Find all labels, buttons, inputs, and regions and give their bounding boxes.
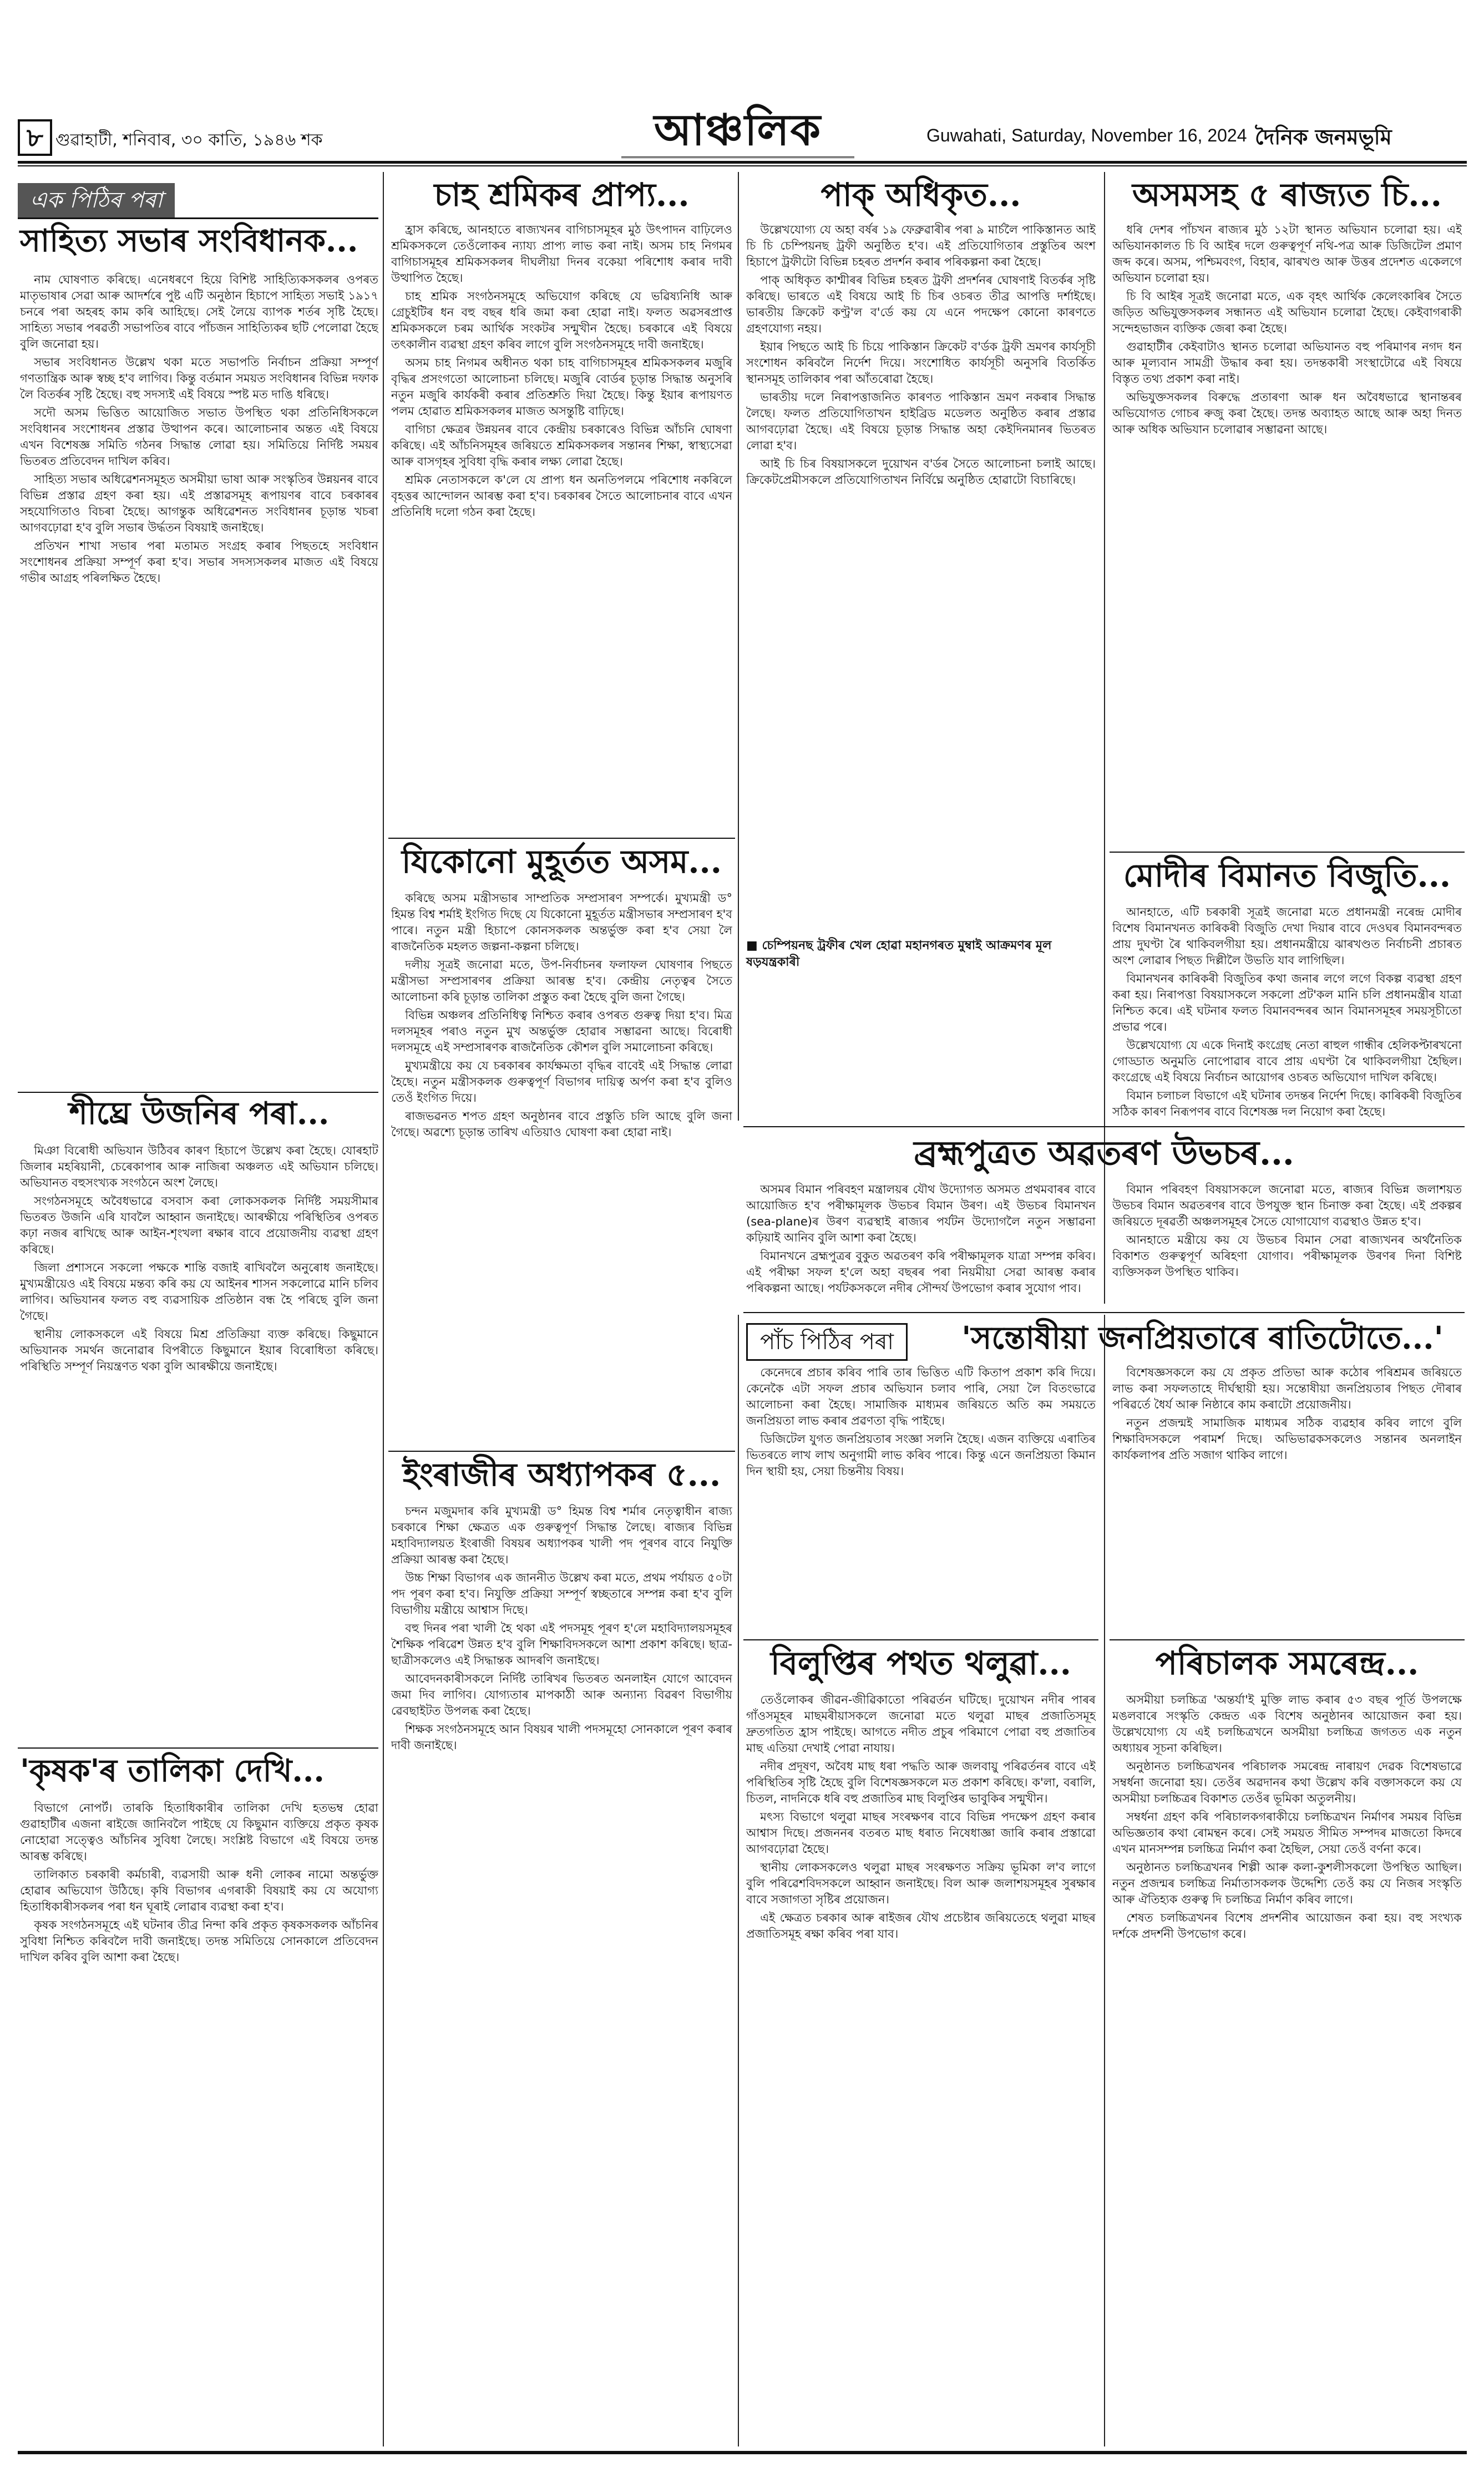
article-tea-workers: হ্ৰাস কৰিছে, আনহাতে ৰাজ্যখনৰ বাগিচাসমূহৰ মুঠ উৎপাদন বাঢ়িলেও শ্ৰমিকসকলে তেওঁলোকৰ ন্যায্য প্ৰাপ্য লাভ কৰা নাই। অসম চাহ নিগমৰ বাগিচাসমূহৰ শ্ৰমিকসকলৰ দীঘলীয়া দিনৰ বকেয়া পৰিশোধ কৰাৰ দাবী উত্থাপিত হৈছে। চাহ শ্ৰমিক সংগঠনসমূহে অভিযোগ কৰিছে যে ভৱিষ্যনিধি আৰু গ্ৰেচুইটিৰ ধন বহু বছৰ ধৰি জমা কৰা হোৱা নাই। ফলত অৱসৰপ্ৰাপ্ত শ্ৰমিকসকলে চৰম আৰ্থিক সংকটৰ সন্মুখীন হৈছে। চৰকাৰে এই বিষয়ে তৎকালীন ব্যৱস্থা গ্ৰহণ কৰিব লাগে বুলি সংগঠনসমূহে দাবী জনাইছে। অসম চাহ নিগমৰ অধীনত থকা চাহ বাগিচাসমূহৰ শ্ৰমিকসকলৰ মজুৰি বৃদ্ধিৰ প্ৰসংগতো আলোচনা চলিছে। মজুৰি বোৰ্ডৰ চূড়ান্ত সিদ্ধান্ত অনুসৰি নতুন মজুৰি কাৰ্যকৰী কৰাৰ প্ৰতিশ্ৰুতি দিয়া হৈছে। কিন্তু ইয়াৰ ৰূপায়ণত পলম হোৱাত শ্ৰমিকসকলৰ মাজত অসন্তুষ্টি বাঢ়িছে। বাগিচা ক্ষেত্ৰৰ উন্নয়নৰ বাবে কেন্দ্ৰীয় চৰকাৰেও বিভিন্ন আঁচনি ঘোষণা কৰিছে। এই আঁচনিসমূহৰ জৰিয়তে শ্ৰমিকসকলৰ সন্তানৰ শিক্ষা, স্বাস্থ্যসেৱা আৰু বাসগৃহৰ সুবিধা বৃদ্ধি কৰাৰ লক্ষ্য লোৱা হৈছে। শ্ৰমিক নেতাসকলে ক'লে যে প্ৰাপ্য ধন অনতিপলমে পৰিশোধ নকৰিলে বৃহত্তৰ আন্দোলন আৰম্ভ কৰা হ'ব। চৰকাৰৰ সৈতে আলোচনাৰ বাবে এখন প্ৰতিনিধি দলো গঠন কৰা হৈছে। — [391, 223, 732, 519]
article-ujoni: মিঞা বিৰোধী অভিযান উঠিবৰ কাৰণ হিচাপে উল্লেখ কৰা হৈছে। যোৰহাট জিলাৰ মহৰিয়ানী, চেৰেকাপাৰ আৰু নাজিৰা অঞ্চলত এই অভিযান চলিছে। অভিযানত বহুসংখ্যক সংগঠনে অংশ লৈছে। সংগঠনসমূহে অবৈধভাৱে বসবাস কৰা লোকসকলক নিৰ্দিষ্ট সময়সীমাৰ ভিতৰত উজনি এৰি যাবলৈ আহ্বান জনাইছে। আৰক্ষীয়ে পৰিস্থিতিৰ ওপৰত কঢ়া নজৰ ৰাখিছে আৰু আইন-শৃংখলা ৰক্ষাৰ বাবে প্ৰয়োজনীয় ব্যৱস্থা গ্ৰহণ কৰিছে। জিলা প্ৰশাসনে সকলো পক্ষকে শান্তি বজাই ৰাখিবলৈ অনুৰোধ জনাইছে। মুখ্যমন্ত্ৰীয়েও এই বিষয়ে মন্তব্য কৰি কয় যে আইনৰ শাসন সকলোৱে মানি চলিব লাগিব। অভিযানৰ ফলত বহু ব্যৱসায়িক প্ৰতিষ্ঠান বন্ধ হৈ পৰিছে বুলি জনা গৈছে। স্থানীয় লোকসকলে এই বিষয়ে মিশ্ৰ প্ৰতিক্ৰিয়া ব্যক্ত কৰিছে। কিছুমানে অভিযানক সমৰ্থন জনোৱাৰ বিপৰীতে কিছুমানে ইয়াৰ বিৰোধিতা কৰিছে। পৰিস্থিতি সম্পূৰ্ণ নিয়ন্ত্ৰণত থকা বুলি আৰক্ষীয়ে জনাইছে। — [20, 1144, 378, 1373]
article-divider — [388, 838, 735, 839]
article-divider — [743, 1126, 1465, 1127]
article-brahmaputra-col1: অসমৰ বিমান পৰিবহণ মন্ত্ৰালয়ৰ যৌথ উদ্যোগত অসমত প্ৰথমবাৰৰ বাবে আয়োজিত হ'ব পৰীক্ষামূলক উভচৰ বিমান উৰণ। এই উভচৰ বিমানখন (sea-plane)ৰ উৰণ ব্যৱস্থাই ৰাজ্যৰ পৰ্যটন উদ্যোগলৈ নতুন সম্ভাৱনা কঢ়িয়াই আনিব বুলি আশা কৰা হৈছে। বিমানখনে ব্ৰহ্মপুত্ৰৰ বুকুত অৱতৰণ কৰি পৰীক্ষামূলক যাত্ৰা সম্পন্ন কৰিব। এই পৰীক্ষা সফল হ'লে অহা বছৰৰ পৰা নিয়মীয়া সেৱা আৰম্ভ কৰাৰ পৰিকল্পনা আছে। পৰ্যটকসকলে নদীৰ সৌন্দৰ্য উপভোগ কৰাৰ সুযোগ পাব। — [746, 1183, 1096, 1295]
article-sahitya-sabha: নাম ঘোষণাত কৰিছে। এনেধৰণে হিয়ে বিশিষ্ট সাহিত্যিকসকলৰ ওপৰত মাতৃভাষাৰ সেৱা আৰু আদৰ্শৰে পুষ্ট এটি অনুষ্ঠান হিচাপে সাহিত্য সভাই ১৯১৭ চনৰে পৰা অহৰহ কাম কৰি আহিছে। সেই লৈয়ে ব্যাপক শৰ্তৰ সৃষ্টি হৈছে। সাহিত্য সভাৰ পৰৱৰ্তী সভাপতিৰ বাবে পাঁচজন সাহিত্যিকৰ ছটি পেলোৱা হৈছে বুলি জনোৱা হয়। সভাৰ সংবিধানত উল্লেখ থকা মতে সভাপতি নিৰ্বাচন প্ৰক্ৰিয়া সম্পূৰ্ণ গণতান্ত্ৰিক আৰু স্বচ্ছ হ'ব লাগিব। কিন্তু বৰ্তমান সময়ত সংবিধানৰ বিভিন্ন দফাক লৈ বিতৰ্কৰ সৃষ্টি হৈছে। বহু সদস্যই এই বিষয়ে স্পষ্ট মত দাঙি ধৰিছে। সদৌ অসম ভিত্তিত আয়োজিত সভাত উপস্থিত থকা প্ৰতিনিধিসকলে সংবিধানৰ সংশোধনৰ প্ৰস্তাৱ উত্থাপন কৰে। আলোচনাৰ অন্তত এই বিষয়ে এখন বিশেষজ্ঞ সমিতি গঠনৰ সিদ্ধান্ত লোৱা হয়। সমিতিয়ে নিৰ্দিষ্ট সময়ৰ ভিতৰত প্ৰতিবেদন দাখিল কৰিব। সাহিত্য সভাৰ অধিৱেশনসমূহত অসমীয়া ভাষা আৰু সংস্কৃতিৰ উন্নয়নৰ বাবে বিভিন্ন প্ৰস্তাৱ গ্ৰহণ কৰা হয়। এই প্ৰস্তাৱসমূহ ৰূপায়ণৰ বাবে চৰকাৰৰ সহযোগিতাও বিচৰা হৈছে। আগন্তুক অধিৱেশনত সংবিধানৰ চূড়ান্ত খচৰা আগবঢ়োৱা হ'ব বুলি সভাৰ উৰ্দ্ধতন বিষয়াই জনাইছে। প্ৰতিখন শাখা সভাৰ পৰা মতামত সংগ্ৰহ কৰাৰ পিছতহে সংবিধান সংশোধনৰ প্ৰক্ৰিয়া সম্পূৰ্ণ কৰা হ'ব। সভাৰ সদস্যসকলৰ মাজত এই বিষয়ে গভীৰ আগ্ৰহ পৰিলক্ষিত হৈছে। — [20, 273, 378, 585]
headline-brahmaputra: ব্ৰহ্মপুত্ৰত অৱতৰণ উভচৰ... — [914, 1134, 1294, 1173]
article-popularity-col1: কেনেদৰে প্ৰচাৰ কৰিব পাৰি তাৰ ভিত্তিত এটি কিতাপ প্ৰকাশ কৰি দিয়ে। কেনেকৈ এটা সফল প্ৰচাৰ অভিযান চলাব পাৰি, সেয়া লৈ বিতংভাৱে আলোচনা কৰা হৈছে। সামাজিক মাধ্যমৰ জৰিয়তে অতি কম সময়তে জনপ্ৰিয়তা লাভ কৰাৰ প্ৰৱণতা বৃদ্ধি পাইছে। ডিজিটেল যুগত জনপ্ৰিয়তাৰ সংজ্ঞা সলনি হৈছে। এজন ব্যক্তিয়ে এৰাতিৰ ভিতৰতে লাখ লাখ অনুগামী লাভ কৰিব পাৰে। কিন্তু এনে জনপ্ৰিয়তা কিমান দিন স্থায়ী হয়, সেয়া চিন্তনীয় বিষয়। — [746, 1366, 1096, 1478]
article-divider — [388, 1451, 735, 1452]
headline-popularity: 'সন্তোষীয়া জনপ্ৰিয়তাৰে ৰাতিটোতে...' — [961, 1320, 1444, 1356]
headline-modi-plane: মোদীৰ বিমানত বিজুতি... — [1123, 857, 1451, 894]
page-number: ৮ — [18, 119, 52, 156]
article-divider — [18, 1092, 378, 1093]
article-krishak: বিভাগে নোপৰ্ট। তাৰকি হিতাধিকাৰীৰ তালিকা দেখি হতভম্ব হোৱা গুৱাহাটীৰ এজনা ৰাইজে জানিবলৈ পাইছে যে কিছুমান ব্যক্তিয়ে প্ৰকৃত কৃষক নোহোৱা সত্ত্বেও আঁচনিৰ সুবিধা লৈছে। সংশ্লিষ্ট বিভাগে এই বিষয়ে তদন্ত আৰম্ভ কৰিছে। তালিকাত চৰকাৰী কৰ্মচাৰী, ব্যৱসায়ী আৰু ধনী লোকৰ নামো অন্তৰ্ভুক্ত হোৱাৰ অভিযোগ উঠিছে। কৃষি বিভাগৰ এগৰাকী বিষয়াই কয় যে অযোগ্য হিতাধিকাৰীসকলৰ পৰা ধন ঘূৰাই লোৱাৰ ব্যৱস্থা কৰা হ'ব। কৃষক সংগঠনসমূহে এই ঘটনাৰ তীব্ৰ নিন্দা কৰি প্ৰকৃত কৃষকসকলক আঁচনিৰ সুবিধা নিশ্চিত কৰিবলৈ দাবী জনাইছে। তদন্ত সমিতিয়ে সোনকালে প্ৰতিবেদন দাখিল কৰিব বুলি আশা কৰা হৈছে। — [20, 1801, 378, 1964]
masthead: আঞ্চলিক — [654, 105, 822, 155]
headline-english-professor: ইংৰাজীৰ অধ্যাপকৰ ৫... — [402, 1456, 721, 1493]
article-pok: উল্লেখযোগ্য যে অহা বৰ্ষৰ ১৯ ফেব্ৰুৱাৰীৰ পৰা ৯ মাৰ্চলৈ পাকিস্তানত আই চি চি চেম্পিয়নছ ট্ৰফী অনুষ্ঠিত হ'ব। এই প্ৰতিযোগিতাৰ প্ৰস্তুতিৰ অংশ হিচাপে ট্ৰফীটো বিভিন্ন চহৰত প্ৰদৰ্শন কৰাৰ পৰিকল্পনা কৰা হৈছে। পাক্ অধিকৃত কাশ্মীৰৰ বিভিন্ন চহৰত ট্ৰফী প্ৰদৰ্শনৰ ঘোষণাই বিতৰ্কৰ সৃষ্টি কৰিছে। ভাৰতে এই বিষয়ে আই চি চিৰ ওচৰত তীব্ৰ আপত্তি দৰ্শাইছে। ভাৰতীয় ক্ৰিকেট কণ্ট্ৰ'ল ব'ৰ্ডে কয় যে এনে পদক্ষেপ কোনো কাৰণতে গ্ৰহণযোগ্য নহয়। ইয়াৰ পিছতে আই চি চিয়ে পাকিস্তান ক্ৰিকেট ব'ৰ্ডক ট্ৰফী ভ্ৰমণৰ কাৰ্যসূচী সংশোধন কৰিবলৈ নিৰ্দেশ দিয়ে। সংশোধিত কাৰ্যসূচী অনুসৰি বিতৰ্কিত স্থানসমূহ তালিকাৰ পৰা আঁতৰোৱা হৈছে। ভাৰতীয় দলে নিৰাপত্তাজনিত কাৰণত পাকিস্তান ভ্ৰমণ নকৰাৰ সিদ্ধান্ত লৈছে। ফলত প্ৰতিযোগিতাখন হাইব্ৰিড মডেলত অনুষ্ঠিত কৰাৰ প্ৰস্তাৱ আগবঢ়োৱা হৈছে। এই বিষয়ে চূড়ান্ত সিদ্ধান্ত অহা কেইদিনমানৰ ভিতৰত লোৱা হ'ব। আই চি চিৰ বিষয়াসকলে দুয়োখন ব'ৰ্ডৰ সৈতে আলোচনা চলাই আছে। ক্ৰিকেটপ্ৰেমীসকলে প্ৰতিযোগিতাখন নিৰ্বিঘ্নে অনুষ্ঠিত হোৱাটো বিচাৰিছে। — [746, 223, 1096, 487]
section-tag-continued: এক পিঠিৰ পৰা — [18, 183, 175, 217]
column-separator — [738, 172, 739, 1121]
column-separator — [738, 1315, 739, 2446]
article-cabinet: কৰিছে অসম মন্ত্ৰীসভাৰ সাম্প্ৰতিক সম্প্ৰসাৰণ সম্পৰ্কে। মুখ্যমন্ত্ৰী ড° হিমন্ত বিশ্ব শৰ্মাই ইংগিত দিছে যে যিকোনো মুহূৰ্তত মন্ত্ৰীসভাৰ সম্প্ৰসাৰণ হ'ব পাৰে। নতুন মন্ত্ৰী হিচাপে কোনসকলক অন্তৰ্ভুক্ত কৰা হ'ব সেয়া লৈ ৰাজনৈতিক মহলত জল্পনা-কল্পনা চলিছে। দলীয় সূত্ৰই জনোৱা মতে, উপ-নিৰ্বাচনৰ ফলাফল ঘোষণাৰ পিছতে মন্ত্ৰীসভা সম্প্ৰসাৰণৰ প্ৰক্ৰিয়া আৰম্ভ হ'ব। কেন্দ্ৰীয় নেতৃত্বৰ সৈতে আলোচনা কৰি চূড়ান্ত তালিকা প্ৰস্তুত কৰা হৈছে বুলি জনা গৈছে। বিভিন্ন অঞ্চলৰ প্ৰতিনিধিত্ব নিশ্চিত কৰাৰ ওপৰত গুৰুত্ব দিয়া হ'ব। মিত্ৰ দলসমূহৰ পৰাও নতুন মুখ অন্তৰ্ভুক্ত হোৱাৰ সম্ভাৱনা আছে। বিৰোধী দলসমূহে এই সম্প্ৰসাৰণক ৰাজনৈতিক কৌশল বুলি সমালোচনা কৰিছে। মুখ্যমন্ত্ৰীয়ে কয় যে চৰকাৰৰ কাৰ্যক্ষমতা বৃদ্ধিৰ বাবেই এই সিদ্ধান্ত লোৱা হৈছে। নতুন মন্ত্ৰীসকলক গুৰুত্বপূৰ্ণ বিভাগৰ দায়িত্ব অৰ্পণ কৰা হ'ব বুলিও তেওঁ ইংগিত দিয়ে। ৰাজভৱনত শপত গ্ৰহণ অনুষ্ঠানৰ বাবে প্ৰস্তুতি চলি আছে বুলি জনা গৈছে। অৱশ্যে চূড়ান্ত তাৰিখ এতিয়াও ঘোষণা কৰা হোৱা নাই। — [391, 891, 732, 1139]
article-brahmaputra-col2: বিমান পৰিবহণ বিষয়াসকলে জনোৱা মতে, ৰাজ্যৰ বিভিন্ন জলাশয়ত উভচৰ বিমান অৱতৰণৰ বাবে উপযুক্ত স্থান চিনাক্ত কৰা হৈছে। এই প্ৰকল্পৰ জৰিয়তে দূৰৱৰ্তী অঞ্চলসমূহৰ সৈতে যোগাযোগ ব্যৱস্থাও উন্নত হ'ব। আনহাতে মন্ত্ৰীয়ে কয় যে উভচৰ বিমান সেৱা ৰাজ্যখনৰ অৰ্থনৈতিক বিকাশত গুৰুত্বপূৰ্ণ অৰিহণা যোগাব। পৰীক্ষামূলক উৰণৰ দিনা বিশিষ্ট ব্যক্তিসকল উপস্থিত থাকিব। — [1112, 1183, 1462, 1279]
article-popularity-col2: বিশেষজ্ঞসকলে কয় যে প্ৰকৃত প্ৰতিভা আৰু কঠোৰ পৰিশ্ৰমৰ জৰিয়তে লাভ কৰা সফলতাহে দীৰ্ঘস্থায়ী হয়। সন্তোষীয়া জনপ্ৰিয়তাৰ পিছত দৌৰাৰ পৰিৱৰ্তে ধৈৰ্য আৰু নিষ্ঠাৰে কাম কৰাটো প্ৰয়োজনীয়। নতুন প্ৰজন্মই সামাজিক মাধ্যমৰ সঠিক ব্যৱহাৰ কৰিব লাগে বুলি শিক্ষাবিদসকলে পৰামৰ্শ দিছে। অভিভাৱকসকলেও সন্তানৰ অনলাইন কাৰ্যকলাপৰ প্ৰতি সজাগ থাকিব লাগে। — [1112, 1366, 1462, 1462]
column-separator — [1104, 1315, 1105, 2446]
article-native-fish: তেওঁলোকৰ জীৱন-জীৱিকাতো পৰিৱৰ্তন ঘটিছে। দুয়োখন নদীৰ পাৰৰ গাঁওসমূহৰ মাছমৰীয়াসকলে জনোৱা মতে থলুৱা মাছৰ প্ৰজাতিসমূহ দ্ৰুতগতিত হ্ৰাস পাইছে। আগতে নদীত প্ৰচুৰ পৰিমাণে পোৱা বহু প্ৰজাতিৰ মাছ এতিয়া দেখাই পোৱা নাযায়। নদীৰ প্ৰদূষণ, অবৈধ মাছ ধৰা পদ্ধতি আৰু জলবায়ু পৰিৱৰ্তনৰ বাবে এই পৰিস্থিতিৰ সৃষ্টি হৈছে বুলি বিশেষজ্ঞসকলে মত প্ৰকাশ কৰিছে। ক'লা, বৰালি, চিতল, নাদনিকে ধৰি বহু প্ৰজাতিৰ মাছ বিলুপ্তিৰ ভাবুকিৰ সন্মুখীন। মৎস্য বিভাগে থলুৱা মাছৰ সংৰক্ষণৰ বাবে বিভিন্ন পদক্ষেপ গ্ৰহণ কৰাৰ আশ্বাস দিছে। প্ৰজননৰ বতৰত মাছ ধৰাত নিষেধাজ্ঞা জাৰি কৰাৰ প্ৰস্তাৱো আগবঢ়োৱা হৈছে। স্থানীয় লোকসকলেও থলুৱা মাছৰ সংৰক্ষণত সক্ৰিয় ভূমিকা ল'ব লাগে বুলি পৰিৱেশবিদসকলে আহ্বান জনাইছে। বিল আৰু জলাশয়সমূহৰ সুৰক্ষাৰ বাবে সজাগতা সৃষ্টিৰ প্ৰয়োজন। এই ক্ষেত্ৰত চৰকাৰ আৰু ৰাইজৰ যৌথ প্ৰচেষ্টাৰ জৰিয়তেহে থলুৱা মাছৰ প্ৰজাতিসমূহ ৰক্ষা কৰিব পৰা যাব। — [746, 1693, 1096, 1941]
article-divider — [1110, 1639, 1465, 1640]
header-date-english: Guwahati, Saturday, November 16, 2024 — [926, 125, 1247, 145]
headline-krishak: 'কৃষক'ৰ তালিকা দেখি... — [20, 1752, 325, 1789]
article-english-professor: চন্দন মজুমদাৰ কৰি মুখ্যমন্ত্ৰী ড° হিমন্ত বিশ্ব শৰ্মাৰ নেতৃত্বাধীন ৰাজ্য চৰকাৰে শিক্ষা ক্ষেত্ৰত এক গুৰুত্বপূৰ্ণ সিদ্ধান্ত লৈছে। ৰাজ্যৰ বিভিন্ন মহাবিদ্যালয়ত ইংৰাজী বিষয়ৰ অধ্যাপকৰ খালী পদ পূৰণৰ বাবে নিযুক্তি প্ৰক্ৰিয়া আৰম্ভ কৰা হৈছে। উচ্চ শিক্ষা বিভাগৰ এক জাননীত উল্লেখ কৰা মতে, প্ৰথম পৰ্যায়ত ৫০টা পদ পূৰণ কৰা হ'ব। নিযুক্তি প্ৰক্ৰিয়া সম্পূৰ্ণ স্বচ্ছতাৰে সম্পন্ন কৰা হ'ব বুলি বিভাগীয় মন্ত্ৰীয়ে আশ্বাস দিছে। বহু দিনৰ পৰা খালী হৈ থকা এই পদসমূহ পূৰণ হ'লে মহাবিদ্যালয়সমূহৰ শৈক্ষিক পৰিৱেশ উন্নত হ'ব বুলি শিক্ষাবিদসকলে আশা প্ৰকাশ কৰিছে। ছাত্ৰ-ছাত্ৰীসকলেও এই সিদ্ধান্তক আদৰণি জনাইছে। আবেদনকাৰীসকলে নিৰ্দিষ্ট তাৰিখৰ ভিতৰত অনলাইন যোগে আবেদন জমা দিব লাগিব। যোগ্যতাৰ মাপকাঠী আৰু অন্যান্য বিৱৰণ বিভাগীয় ৱেবছাইটত উপলব্ধ কৰা হৈছে। শিক্ষক সংগঠনসমূহে আন বিষয়ৰ খালী পদসমূহো সোনকালে পূৰণ কৰাৰ দাবী জনাইছে। — [391, 1504, 732, 1752]
article-divider — [743, 1639, 1098, 1640]
headline-ujoni: শীঘ্ৰে উজনিৰ পৰা... — [69, 1095, 330, 1132]
article-modi-plane: আনহাতে, এটি চৰকাৰী সূত্ৰই জনোৱা মতে প্ৰধানমন্ত্ৰী নৰেন্দ্ৰ মোদীৰ বিশেষ বিমানখনত কাৰিকৰী বিজুতি দেখা দিয়াৰ বাবে দেওঘৰ বিমানবন্দৰত প্ৰায় দুঘণ্টা ৰৈ থাকিবলগীয়া হয়। প্ৰধানমন্ত্ৰীয়ে ঝাৰখণ্ডত নিৰ্বাচনী প্ৰচাৰত অংশ লোৱাৰ পিছত দিল্লীলৈ উভতি যাব লাগিছিল। বিমানখনৰ কাৰিকৰী বিজুতিৰ কথা জনাৰ লগে লগে বিকল্প ব্যৱস্থা গ্ৰহণ কৰা হয়। নিৰাপত্তা বিষয়াসকলে সকলো প্ৰট'কল মানি চলি প্ৰধানমন্ত্ৰীৰ যাত্ৰা নিশ্চিত কৰে। এই ঘটনাৰ ফলত বিমানবন্দৰৰ আন বিমানসমূহৰ সময়সূচীতো প্ৰভাৱ পৰে। উল্লেখযোগ্য যে একে দিনাই কংগ্ৰেছ নেতা ৰাহুল গান্ধীৰ হেলিকপ্টাৰখনো গোড্ডাত অনুমতি নোপোৱাৰ বাবে প্ৰায় এঘণ্টা ৰৈ থাকিবলগীয়া হৈছিল। কংগ্ৰেছে এই বিষয়ে নিৰ্বাচন আয়োগৰ ওচৰত অভিযোগ দাখিল কৰিছে। বিমান চলাচল বিভাগে এই ঘটনাৰ তদন্তৰ নিৰ্দেশ দিছে। কাৰিকৰী বিজুতিৰ সঠিক কাৰণ নিৰূপণৰ বাবে বিশেষজ্ঞ দল নিয়োগ কৰা হৈছে। — [1112, 905, 1462, 1118]
continuation-marker: ■ চেম্পিয়নছ ট্ৰফীৰ খেল হোৱা মহানগৰত মুম্বাই আক্ৰমণৰ মূল ষড়যন্ত্ৰকাৰী — [746, 939, 1052, 969]
headline-pok: পাক্ অধিকৃত... — [820, 176, 1021, 214]
paper-name: দৈনিক জনমভূমি — [1255, 125, 1392, 149]
headline-tea-workers: চাহ শ্ৰমিকৰ প্ৰাপ্য... — [434, 176, 690, 214]
header-rule — [18, 161, 1467, 164]
header-rule-thin — [18, 165, 1467, 166]
section-tag-page-five: পাঁচ পিঠিৰ পৰা — [746, 1323, 908, 1361]
headline-director: পৰিচালক সমৰেন্দ্ৰ... — [1155, 1644, 1419, 1682]
section-rule — [18, 217, 378, 219]
article-divider — [18, 1747, 378, 1749]
headline-cbi: অসমসহ ৫ ৰাজ্যত চি... — [1132, 176, 1442, 214]
footer-rule — [18, 2451, 1467, 2454]
article-divider — [743, 1312, 1465, 1313]
article-cbi: ধৰি দেশৰ পাঁচখন ৰাজ্যৰ মুঠ ১২টা স্থানত অভিযান চলোৱা হয়। এই অভিযানকালত চি বি আইৰ দলে গুৰুত্বপূৰ্ণ নথি-পত্ৰ আৰু ডিজিটেল প্ৰমাণ জব্দ কৰে। অসম, পশ্চিমবংগ, বিহাৰ, ঝাৰখণ্ড আৰু উত্তৰ প্ৰদেশত একেলগে অভিযান চলোৱা হয়। চি বি আইৰ সূত্ৰই জনোৱা মতে, এক বৃহৎ আৰ্থিক কেলেংকাৰিৰ সৈতে জড়িত অভিযুক্তসকলৰ সন্ধানত এই অভিযান চলোৱা হৈছে। কেইবাগৰাকী সন্দেহভাজন ব্যক্তিক জেৰা কৰা হৈছে। গুৱাহাটীৰ কেইবাটাও স্থানত চলোৱা অভিযানত বহু পৰিমাণৰ নগদ ধন আৰু মূল্যবান সামগ্ৰী উদ্ধাৰ কৰা হয়। তদন্তকাৰী সংস্থাটোৱে এই বিষয়ে বিস্তৃত তথ্য প্ৰকাশ কৰা নাই। অভিযুক্তসকলৰ বিৰুদ্ধে প্ৰতাৰণা আৰু ধন অবৈধভাৱে স্থানান্তৰৰ অভিযোগত গোচৰ ৰুজু কৰা হৈছে। তদন্ত অব্যাহত আছে আৰু অহা দিনত আৰু অধিক অভিযান চলোৱাৰ সম্ভাৱনা আছে। — [1112, 223, 1462, 436]
article-director: অসমীয়া চলচ্চিত্ৰ 'অন্তৰ্যা'ই মুক্তি লাভ কৰাৰ ৫৩ বছৰ পূৰ্তি উপলক্ষে মঙলবাৰে সংস্কৃতি কেন্দ্ৰত এক বিশেষ অনুষ্ঠানৰ আয়োজন কৰা হয়। উল্লেখযোগ্য যে এই চলচ্চিত্ৰখনে অসমীয়া চলচ্চিত্ৰ জগতত এক নতুন অধ্যায়ৰ সূচনা কৰিছিল। অনুষ্ঠানত চলচ্চিত্ৰখনৰ পৰিচালক সমৰেন্দ্ৰ নাৰায়ণ দেৱক বিশেষভাৱে সম্বৰ্ধনা জনোৱা হয়। তেওঁৰ অৱদানৰ কথা উল্লেখ কৰি বক্তাসকলে কয় যে অসমীয়া চলচ্চিত্ৰৰ বিকাশত তেওঁৰ ভূমিকা অতুলনীয়। সম্বৰ্ধনা গ্ৰহণ কৰি পৰিচালকগৰাকীয়ে চলচ্চিত্ৰখন নিৰ্মাণৰ সময়ৰ বিভিন্ন অভিজ্ঞতাৰ কথা ৰোমন্থন কৰে। সেই সময়ত সীমিত সম্পদৰ মাজতো কিদৰে এখন মানসম্পন্ন চলচ্চিত্ৰ নিৰ্মাণ কৰা হৈছিল, সেয়া তেওঁ বৰ্ণনা কৰে। অনুষ্ঠানত চলচ্চিত্ৰখনৰ শিল্পী আৰু কলা-কুশলীসকলো উপস্থিত আছিল। নতুন প্ৰজন্মৰ চলচ্চিত্ৰ নিৰ্মাতাসকলক উদ্দেশ্যি তেওঁ কয় যে নিজৰ সংস্কৃতি আৰু ঐতিহ্যক গুৰুত্ব দি চলচ্চিত্ৰ নিৰ্মাণ কৰিব লাগে। শেষত চলচ্চিত্ৰখনৰ বিশেষ প্ৰদৰ্শনীৰ আয়োজন কৰা হয়। বহু সংখ্যক দৰ্শকে প্ৰদৰ্শনী উপভোগ কৰে। — [1112, 1693, 1462, 1941]
headline-sahitya-sabha: সাহিত্য সভাৰ সংবিধানক... — [20, 222, 358, 259]
headline-native-fish: বিলুপ্তিৰ পথত থলুৱা... — [771, 1644, 1071, 1682]
headline-cabinet: যিকোনো মুহূৰ্তত অসম... — [402, 843, 722, 880]
column-separator — [383, 172, 384, 2446]
header-date-assamese: গুৱাহাটী, শনিবাৰ, ৩০ কাতি, ১৯৪৬ শক — [55, 130, 323, 150]
article-divider — [1110, 852, 1465, 853]
